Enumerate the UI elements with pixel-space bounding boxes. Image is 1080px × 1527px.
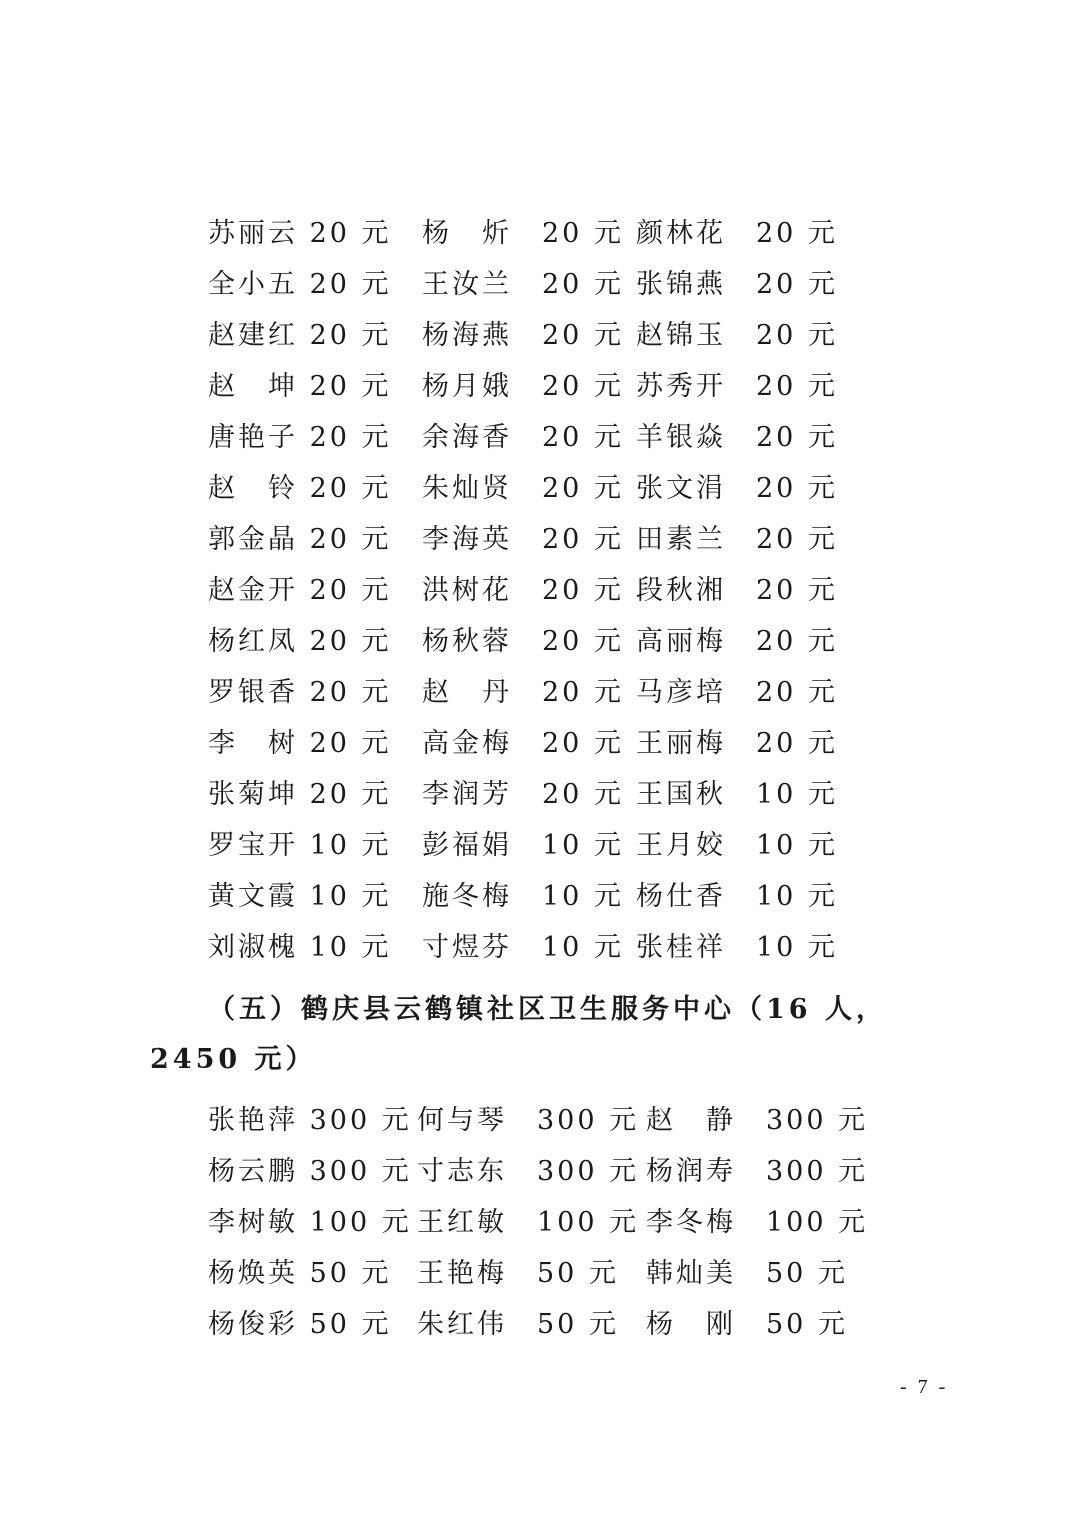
- donor-entry: 王月姣 10 元: [636, 830, 838, 861]
- donor-entry: 杨俊彩 50 元: [208, 1309, 392, 1340]
- donor-entry: 杨仕香 10 元: [636, 881, 838, 912]
- donor-entry: 杨海燕 20 元: [422, 320, 624, 351]
- list-item: [0, 361, 1080, 412]
- list-item: [0, 208, 1080, 259]
- donor-list-2: [0, 1095, 1080, 1350]
- donor-entry: 彭福娟 10 元: [422, 830, 624, 861]
- donor-entry: 杨月娥 20 元: [422, 371, 624, 402]
- donor-entry: 王艳梅 50 元: [417, 1258, 619, 1289]
- list-item: [0, 616, 1080, 667]
- donor-entry: 赵 铃 20 元: [208, 473, 392, 504]
- donor-entry: 杨秋蓉 20 元: [422, 626, 624, 657]
- donor-entry: 王国秋 10 元: [636, 779, 838, 810]
- donor-entry: 高金梅 20 元: [422, 728, 624, 759]
- donor-entry: 张文涓 20 元: [636, 473, 838, 504]
- donor-entry: 杨 刚 50 元: [646, 1309, 848, 1340]
- donor-entry: 余海香 20 元: [422, 422, 624, 453]
- donor-entry: 杨云鹏 300 元: [208, 1156, 412, 1187]
- donor-entry: 赵 静 300 元: [646, 1105, 869, 1136]
- donor-entry: 洪树花 20 元: [422, 575, 624, 606]
- donor-entry: 李冬梅 100 元: [646, 1207, 869, 1238]
- donor-entry: 苏秀开 20 元: [636, 371, 838, 402]
- donor-entry: 刘淑槐 10 元: [208, 932, 392, 963]
- list-item: [0, 412, 1080, 463]
- donor-entry: 韩灿美 50 元: [646, 1258, 848, 1289]
- donor-entry: 田素兰 20 元: [636, 524, 838, 555]
- donor-entry: 赵 坤 20 元: [208, 371, 392, 402]
- donor-entry: 黄文霞 10 元: [208, 881, 392, 912]
- donor-entry: 王汝兰 20 元: [422, 269, 624, 300]
- donor-entry: 寸志东 300 元: [417, 1156, 640, 1187]
- donor-entry: 张桂祥 10 元: [636, 932, 838, 963]
- donor-entry: 杨红凤 20 元: [208, 626, 392, 657]
- list-item: [0, 820, 1080, 871]
- list-item: [0, 769, 1080, 820]
- donor-entry: 赵 丹 20 元: [422, 677, 624, 708]
- donor-entry: 寸煜芬 10 元: [422, 932, 624, 963]
- donor-entry: 杨焕英 50 元: [208, 1258, 392, 1289]
- list-item: [0, 718, 1080, 769]
- donor-entry: 何与琴 300 元: [417, 1105, 640, 1136]
- list-item: [0, 259, 1080, 310]
- list-item: [0, 1095, 1080, 1146]
- list-item: [0, 1299, 1080, 1350]
- list-item: [0, 1146, 1080, 1197]
- donor-entry: 颜林花 20 元: [636, 218, 838, 249]
- donor-entry: 施冬梅 10 元: [422, 881, 624, 912]
- donor-entry: 段秋湘 20 元: [636, 575, 838, 606]
- donor-entry: 朱红伟 50 元: [417, 1309, 619, 1340]
- donor-entry: 高丽梅 20 元: [636, 626, 838, 657]
- donor-entry: 王丽梅 20 元: [636, 728, 838, 759]
- list-item: [0, 1197, 1080, 1248]
- donor-entry: 郭金晶 20 元: [208, 524, 392, 555]
- list-item: [0, 514, 1080, 565]
- list-item: [0, 565, 1080, 616]
- donor-entry: 杨 炘 20 元: [422, 218, 624, 249]
- donor-entry: 李润芳 20 元: [422, 779, 624, 810]
- donor-entry: 罗宝开 10 元: [208, 830, 392, 861]
- donor-entry: 李树敏 100 元: [208, 1207, 412, 1238]
- donor-entry: 张锦燕 20 元: [636, 269, 838, 300]
- donor-entry: 赵金开 20 元: [208, 575, 392, 606]
- donor-entry: 赵建红 20 元: [208, 320, 392, 351]
- donor-entry: 王红敏 100 元: [417, 1207, 640, 1238]
- list-item: [0, 871, 1080, 922]
- list-item: [0, 463, 1080, 514]
- donor-entry: 马彦培 20 元: [636, 677, 838, 708]
- donor-entry: 苏丽云 20 元: [208, 218, 392, 249]
- donor-entry: 杨润寿 300 元: [646, 1156, 869, 1187]
- donor-entry: 李海英 20 元: [422, 524, 624, 555]
- donor-entry: 赵锦玉 20 元: [636, 320, 838, 351]
- page-number: - 7 -: [900, 1376, 949, 1398]
- list-item: [0, 1248, 1080, 1299]
- list-item: [0, 667, 1080, 718]
- donor-entry: 朱灿贤 20 元: [422, 473, 624, 504]
- donor-entry: 唐艳子 20 元: [208, 422, 392, 453]
- donor-list-1: [0, 208, 1080, 973]
- donor-entry: 张艳萍 300 元: [208, 1105, 412, 1136]
- donor-entry: 羊银焱 20 元: [636, 422, 838, 453]
- donor-entry: 罗银香 20 元: [208, 677, 392, 708]
- donor-entry: 李 树 20 元: [208, 728, 392, 759]
- donor-entry: 张菊坤 20 元: [208, 779, 392, 810]
- list-item: [0, 310, 1080, 361]
- section-heading: （五）鹤庆县云鹤镇社区卫生服务中心（16 人，2450 元）: [150, 994, 887, 1075]
- donor-entry: 全小五 20 元: [208, 269, 392, 300]
- list-item: [0, 922, 1080, 973]
